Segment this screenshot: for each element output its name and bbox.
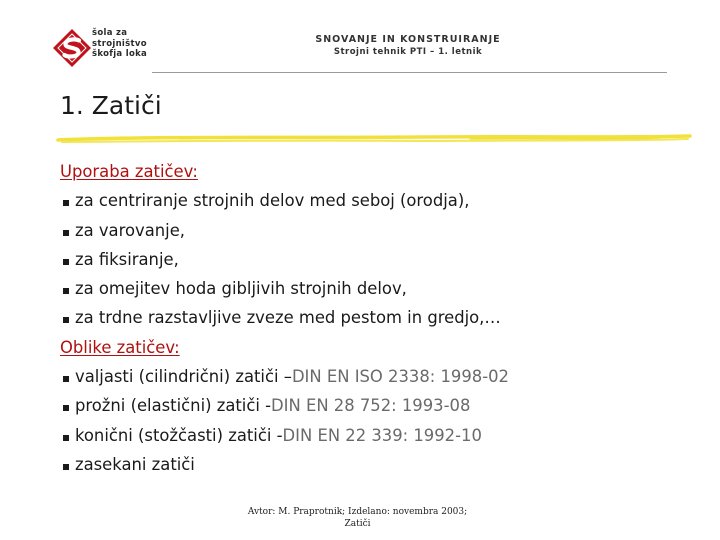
- list-item: [60, 391, 700, 420]
- list-item-text: prožni (elastični) zatiči -: [75, 396, 272, 416]
- list-item: [60, 245, 700, 274]
- list-item: [60, 421, 700, 450]
- list-item-text: za omejitev hoda gibljivih strojnih delov,: [75, 279, 407, 299]
- list-item-text: valjasti (cilindrični) zatiči –: [75, 367, 292, 387]
- list-item-text: konični (stožčasti) zatiči -: [75, 425, 283, 445]
- square-bullet-icon: [63, 259, 69, 265]
- slide-footer: [230, 506, 485, 530]
- list-item: [60, 303, 700, 332]
- slide-title: 1. Zatiči: [60, 91, 162, 120]
- list-item-text: za varovanje,: [75, 220, 185, 240]
- square-bullet-icon: [63, 230, 69, 236]
- standard-reference: DIN EN 22 339: 1992-10: [282, 425, 482, 445]
- square-bullet-icon: [63, 376, 69, 382]
- list-item: [60, 274, 700, 303]
- square-bullet-icon: [63, 464, 69, 470]
- section-heading-oblike: Oblike zatičev:: [60, 337, 180, 357]
- list-item: [60, 216, 700, 245]
- course-name: SNOVANJE IN KONSTRUIRANJE: [315, 34, 501, 45]
- school-logo-mark: [52, 28, 92, 68]
- list-item: [60, 186, 700, 215]
- footer-topic-line: Zatiči: [344, 519, 371, 529]
- slide-content: [60, 157, 700, 479]
- square-bullet-icon: [63, 200, 69, 206]
- list-item-text: zasekani zatiči: [75, 454, 195, 474]
- program-name: Strojni tehnik PTI – 1. letnik: [333, 47, 483, 57]
- footer-author-line: Avtor: M. Praprotnik; Izdelano: novembra 2003;: [247, 507, 468, 517]
- square-bullet-icon: [63, 317, 69, 323]
- header-divider: [152, 72, 667, 73]
- square-bullet-icon: [63, 435, 69, 441]
- list-item-text: za centriranje strojnih delov med seboj (orodja),: [75, 191, 470, 211]
- slide-header: [270, 34, 546, 58]
- section-heading-uporaba: Uporaba zatičev:: [60, 162, 198, 181]
- logo-line-1: šola za: [92, 28, 128, 38]
- standard-reference: DIN EN ISO 2338: 1998-02: [291, 367, 509, 387]
- logo-line-3: škofja loka: [92, 49, 148, 59]
- square-bullet-icon: [63, 405, 69, 411]
- list-item: [60, 450, 700, 479]
- list-item: [60, 362, 700, 391]
- standard-reference: DIN EN 28 752: 1993-08: [271, 396, 471, 416]
- square-bullet-icon: [63, 288, 69, 294]
- title-underline-stroke: [0, 128, 720, 158]
- school-logo-text: [92, 28, 147, 60]
- school-logo: [52, 26, 152, 70]
- list-item-text: za trdne razstavljive zveze med pestom in gredjo,…: [75, 308, 501, 328]
- logo-line-2: strojništvo: [92, 38, 147, 49]
- list-item-text: za fiksiranje,: [75, 249, 179, 269]
